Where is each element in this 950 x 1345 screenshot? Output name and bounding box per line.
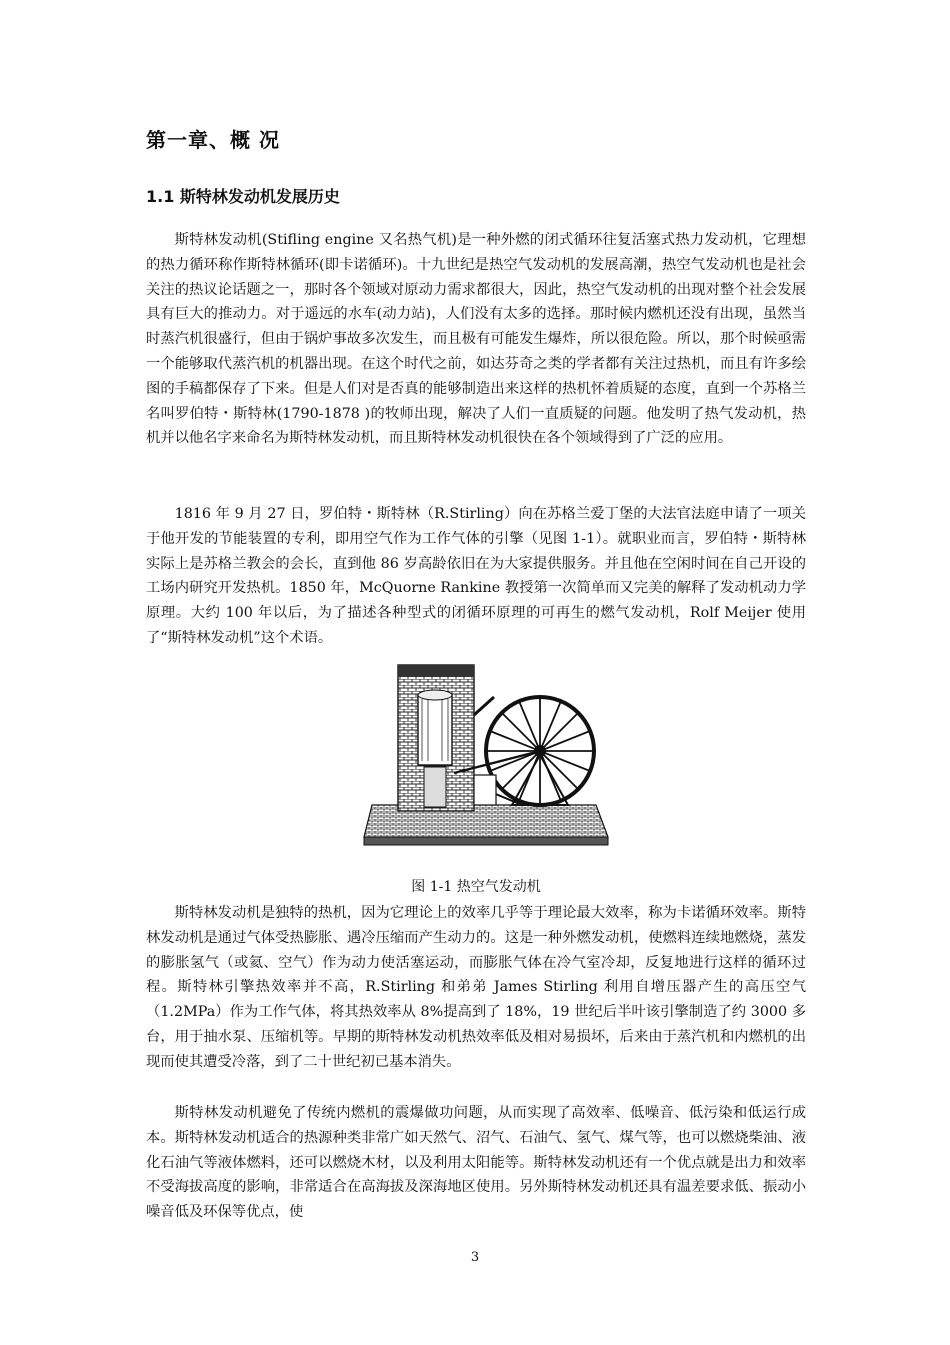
hot-air-engine-illustration (362, 655, 614, 865)
paragraph-advantages: 斯特林发动机避免了传统内燃机的震爆做功问题，从而实现了高效率、低噪音、低污染和低运行成本。斯特林发动机适合的热源种类非常广如天然气、沼气、石油气、氢气、煤气等，也可以燃烧柴油、液化石油气等液体燃料，还可以燃烧木材，以及利用太阳能等。斯特林发动机还有一个优点就是出力和效率不受海拔高度的影响，非常适合在高海拔及深海地区使用。另外斯特林发动机还具有温差要求低、振动小噪音低及环保等优点，使 (146, 1105, 806, 1221)
section-title: 1.1 斯特林发动机发展历史 (146, 187, 340, 206)
paragraph-history-intro: 斯特林发动机(Stifling engine 又名热气机)是一种外燃的闭式循环往复活塞式热力发动机，它理想的热力循环称作斯特林循环(即卡诺循环)。十九世纪是热空气发动机的发展高潮，热空气发动机也是社会关注的热议论话题之一，那时各个领域对原动力需求都很大，因此，热空气发动机的出现对整个社会发展具有巨大的推动力。对于遥远的水车(动力站)，人们没有太多的选择。那时候内燃机还没有出现，虽然当时蒸汽机很盛行，但由于锅炉事故多次发生，而且极有可能发生爆炸，所以很危险。所以，那个时候亟需一个能够取代蒸汽机的机器出现。在这个时代之前，如达芬奇之类的学者都有关注过热机，而且有许多绘图的手稿都保存了下来。但是人们对是否真的能够制造出来这样的热机怀着质疑的态度，直到一个苏格兰名叫罗伯特・斯特林(1790-1878 )的牧师出现，解决了人们一直质疑的问题。他发明了热气发动机，热机并以他名字来命名为斯特林发动机，而且斯特林发动机很快在各个领域得到了广泛的应用。 (146, 232, 806, 447)
page-number: 3 (470, 1250, 480, 1265)
figure-caption: 图 1-1 热空气发动机 (411, 879, 541, 895)
chapter-title: 第一章、概 况 (146, 128, 280, 152)
paragraph-efficiency: 斯特林发动机是独特的热机，因为它理论上的效率几乎等于理论最大效率，称为卡诺循环效率。斯特林发动机是通过气体受热膨胀、遇冷压缩而产生动力的。这是一种外燃发动机，使燃料连续地燃烧，蒸发的膨胀氢气（或氦、空气）作为动力使活塞运动，而膨胀气体在冷气室冷却，反复地进行这样的循环过程。斯特林引擎热效率并不高，R.Stirling 和弟弟 James Stirling 利用自增压器产生的高压空气（1.2MPa）作为工作气体，将其热效率从 8%提高到了 18%，19 世纪后半叶该引擎制造了约 3000 多台，用于抽水泵、压缩机等。早期的斯特林发动机热效率低及相对易损坏，后来由于蒸汽机和内燃机的出现而使其遭受冷落，到了二十世纪初已基本消失。 (146, 905, 806, 1070)
paragraph-patent: 1816 年 9 月 27 日，罗伯特・斯特林（R.Stirling）向在苏格兰爱丁堡的大法官法庭申请了一项关于他开发的节能装置的专利，即用空气作为工作气体的引擎（见图 1-1）。就职业而言，罗伯特・斯特林实际上是苏格兰教会的会长，直到他 86 岁高龄依旧在为大家提供服务。并且他在空闲时间在自己开设的工场内研究开发热机。1850 年，McQuorne Rankine 教授第一次简单而又完美的解释了发动机动力学原理。大约 100 年以后，为了描述各种型式的闭循环原理的可再生的燃气发动机，Rolf Meijer 使用了“斯特林发动机”这个术语。 (146, 506, 806, 646)
